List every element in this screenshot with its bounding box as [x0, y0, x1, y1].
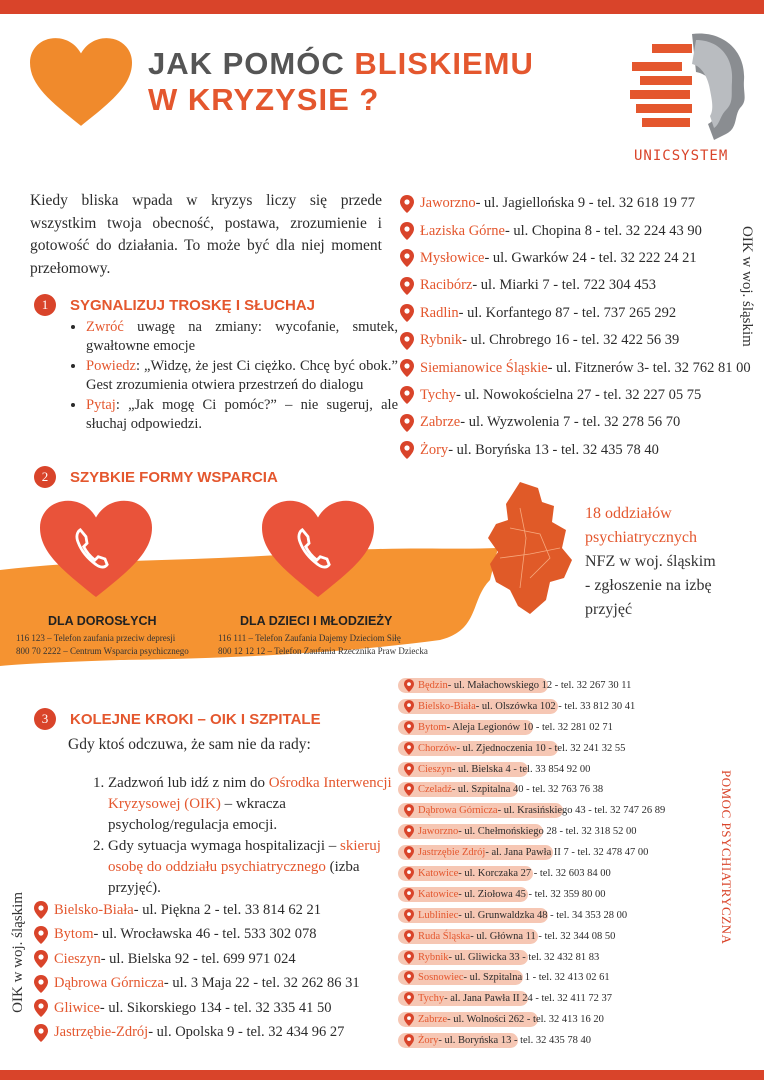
step-accent: skieruj osobę do oddziału psychiatrycznego: [108, 838, 381, 875]
map-caption-line: psychiatrycznych: [585, 529, 697, 546]
title-part-b: BLISKIEMU: [354, 46, 534, 81]
location-pin-icon: [404, 679, 414, 692]
list-item: [34, 972, 360, 997]
map-caption-line: przyjęć: [585, 601, 633, 618]
list-item: [34, 923, 360, 948]
list-item: [400, 272, 751, 299]
location-pin-icon: [34, 950, 48, 968]
section-title: SYGNALIZUJ TROSKĘ I SŁUCHAJ: [70, 296, 316, 314]
city-name: Sosnowiec: [418, 972, 464, 984]
city-name: Katowice: [418, 867, 459, 879]
step-text: (izba przyjęć).: [108, 859, 360, 896]
pin-wrap: [398, 951, 418, 964]
address-phone: - ul. Sikorskiego 134 - tel. 32 335 41 50: [99, 999, 332, 1016]
silesia-map-icon: [480, 478, 580, 618]
address-phone: - ul. Główna 11 - tel. 32 344 08 50: [470, 930, 616, 942]
list-item: [400, 409, 751, 436]
list-item: [34, 898, 360, 923]
hospitals-side-label: POMOC PSYCHIATRYCZNA: [719, 770, 734, 945]
step-text: Gdy sytuacja wymaga hospitalizacji –: [108, 838, 341, 854]
list-item: [34, 996, 360, 1021]
location-pin-icon: [404, 1013, 414, 1026]
bullet-text: uwagę na zmiany: wycofanie, smutek, gwałtowne emocje: [86, 319, 398, 354]
address-phone: - ul. Boryńska 13 - tel. 32 435 78 40: [438, 1035, 591, 1047]
oik-right-side-label: OIK w woj. śląskim: [739, 226, 755, 347]
address-phone: - ul. Wolności 262 - tel. 32 413 16 20: [447, 1014, 604, 1026]
address-phone: - ul. Szpitalna 1 - tel. 32 413 02 61: [463, 972, 610, 984]
location-pin-icon: [404, 783, 414, 796]
address-phone: - ul. Małachowskiego 12 - tel. 32 267 30 11: [447, 679, 632, 691]
list-item: [400, 300, 751, 327]
city-name: Dąbrowa Górnicza: [54, 975, 164, 992]
pin-wrap: [398, 763, 418, 776]
list-item: [398, 967, 665, 988]
oik-left-list: [34, 898, 360, 1045]
pin-wrap: [398, 700, 418, 713]
location-pin-icon: [404, 846, 414, 859]
city-name: Zabrze: [418, 1014, 448, 1026]
city-name: Żory: [420, 441, 449, 458]
location-pin-icon: [404, 888, 414, 901]
address-phone: - ul. Korczaka 27 - tel. 32 603 84 00: [458, 867, 611, 879]
location-pin-icon: [404, 825, 414, 838]
page-title: [148, 46, 534, 118]
adults-title: DLA DOROSŁYCH: [48, 614, 157, 628]
section-3-steps: [90, 773, 408, 899]
list-item: [108, 836, 408, 899]
intro-text: Kiedy bliska wpada w kryzys liczy się przede wszystkim twoja obecność, postawa, zrozumienie i gotowość do działania. To może być dla niej moment przełomowy.: [30, 192, 382, 277]
pin-wrap: [398, 971, 418, 984]
step-accent: Ośrodka Interwencji Kryzysowej (OIK): [108, 775, 392, 812]
address-phone: - ul. Ziołowa 45 - tel. 32 359 80 00: [458, 888, 606, 900]
brand-name: UNICSYSTEM: [634, 148, 729, 164]
title-part-a: JAK POMÓC: [148, 46, 355, 81]
list-item: [398, 821, 665, 842]
list-item: [400, 217, 751, 244]
city-name: Cieszyn: [54, 950, 101, 967]
pin-wrap: [398, 1034, 418, 1047]
location-pin-icon: [34, 901, 48, 919]
top-bar: [0, 0, 764, 14]
list-item: [398, 947, 665, 968]
address-phone: - ul. Chrobrego 16 - tel. 32 422 56 39: [462, 332, 680, 349]
oik-left-side-label: OIK w woj. śląskim: [10, 892, 26, 1013]
address-phone: - Aleja Legionów 10 - tel. 32 281 02 71: [446, 721, 613, 733]
list-item: [398, 800, 665, 821]
adults-phones: [16, 632, 189, 657]
location-pin-icon: [404, 763, 414, 776]
list-item: [398, 905, 665, 926]
city-name: Tychy: [418, 993, 445, 1005]
address-phone: - ul. Grunwaldzka 48 - tel. 34 353 28 00: [458, 909, 628, 921]
location-pin-icon: [404, 742, 414, 755]
city-name: Jaworzno: [420, 195, 476, 212]
city-name: Siemianowice Śląskie: [420, 359, 548, 376]
address-phone: - ul. Wrocławska 46 - tel. 533 302 078: [93, 926, 317, 943]
location-pin-icon: [400, 249, 414, 267]
city-name: Ruda Śląska: [418, 930, 471, 942]
location-pin-icon: [404, 909, 414, 922]
pin-wrap: [398, 679, 418, 692]
phone-heart-adults-icon: [40, 500, 152, 600]
list-item: [398, 779, 665, 800]
heart-icon: [30, 38, 132, 128]
list-item: [86, 357, 398, 395]
pin-wrap: [398, 846, 418, 859]
city-name: Rybnik: [420, 332, 463, 349]
section-1-heading: [34, 294, 315, 316]
city-name: Chorzów: [418, 742, 457, 754]
address-phone: - ul. Chopina 8 - tel. 32 224 43 90: [504, 222, 702, 239]
city-name: Tychy: [420, 386, 457, 403]
address-phone: - ul. Gwarków 24 - tel. 32 222 24 21: [484, 249, 697, 266]
list-item: [398, 675, 665, 696]
list-item: [108, 773, 408, 836]
list-item: [400, 382, 751, 409]
location-pin-icon: [34, 975, 48, 993]
kids-phones: [218, 632, 428, 657]
address-phone: - ul. Olszówka 102 - tel. 33 812 30 41: [475, 700, 636, 712]
address-phone: - ul. Miarki 7 - tel. 722 304 453: [472, 277, 656, 294]
section-1-bullets: [70, 318, 398, 435]
section-title: KOLEJNE KROKI – OIK I SZPITALE: [70, 710, 321, 728]
address-phone: - ul. Fitznerów 3- tel. 32 762 81 00: [547, 359, 751, 376]
address-phone: - al. Jana Pawła II 7 - tel. 32 478 47 00: [485, 847, 649, 859]
pin-wrap: [398, 825, 418, 838]
address-phone: - ul. Piękna 2 - tel. 33 814 62 21: [133, 901, 322, 918]
phone-heart-kids-icon: [262, 500, 374, 600]
bullet-key: Pytaj: [86, 397, 116, 413]
address-phone: - ul. Jagiellońska 9 - tel. 32 618 19 77: [475, 195, 696, 212]
list-item: [398, 926, 665, 947]
section-number: 2: [34, 466, 56, 488]
city-name: Bytom: [418, 721, 447, 733]
list-item: [400, 437, 751, 464]
city-name: Jaworzno: [418, 826, 459, 838]
city-name: Będzin: [418, 679, 448, 691]
city-name: Żory: [418, 1035, 439, 1047]
location-pin-icon: [400, 222, 414, 240]
list-item: [398, 863, 665, 884]
city-name: Bielsko-Biała: [54, 901, 134, 918]
oik-right-list: [400, 190, 751, 464]
step-text: Zadzwoń lub idź z nim do: [108, 775, 269, 791]
city-name: Racibórz: [420, 277, 473, 294]
city-name: Katowice: [418, 888, 459, 900]
section-3-heading: [34, 708, 321, 730]
pin-wrap: [398, 1013, 418, 1026]
list-item: [400, 327, 751, 354]
location-pin-icon: [404, 992, 414, 1005]
address-phone: - ul. Gliwicka 33 - tel. 32 432 81 83: [448, 951, 600, 963]
address-phone: - ul. Szpitalna 40 - tel. 32 763 76 38: [451, 784, 604, 796]
city-name: Rybnik: [418, 951, 449, 963]
list-item: [34, 1021, 360, 1046]
step-text: – wkracza psycholog/regulacja emocji.: [108, 796, 286, 833]
pin-wrap: [398, 909, 418, 922]
list-item: [400, 354, 751, 381]
address-phone: - ul. Korfantego 87 - tel. 737 265 292: [458, 304, 677, 321]
list-item: [398, 696, 665, 717]
kids-title: DLA DZIECI I MŁODZIEŻY: [240, 614, 393, 628]
pin-wrap: [398, 783, 418, 796]
pin-wrap: [398, 930, 418, 943]
bullet-key: Zwróć: [86, 319, 124, 335]
section-title: SZYBKIE FORMY WSPARCIA: [70, 468, 278, 486]
address-phone: - ul. Chełmońskiego 28 - tel. 32 318 52 00: [458, 826, 637, 838]
address-phone: - ul. Boryńska 13 - tel. 32 435 78 40: [448, 441, 659, 458]
city-name: Jastrzębie-Zdrój: [54, 1024, 149, 1041]
location-pin-icon: [404, 971, 414, 984]
city-name: Mysłowice: [420, 249, 485, 266]
city-name: Bytom: [54, 926, 94, 943]
bullet-text: : „Widzę, że jest Ci ciężko. Chcę być obok.” Gest zrozumienia otwiera przestrzeń do dialogu: [86, 358, 398, 393]
section-2-heading: [34, 466, 278, 488]
location-pin-icon: [34, 926, 48, 944]
hospital-list: [398, 675, 665, 1051]
section-3-lead: Gdy ktoś odczuwa, że sam nie da rady:: [68, 736, 311, 753]
city-name: Łaziska Górne: [420, 222, 505, 239]
address-phone: - ul. Krasińskiego 43 - tel. 32 747 26 89: [497, 805, 666, 817]
city-name: Lubliniec: [418, 909, 459, 921]
location-pin-icon: [404, 867, 414, 880]
location-pin-icon: [400, 277, 414, 295]
bullet-text: : „Jak mogę Ci pomóc?” – nie sugeruj, ale słuchaj odpowiedzi.: [86, 397, 398, 432]
list-item: [400, 190, 751, 217]
list-item: [34, 947, 360, 972]
list-item: [400, 245, 751, 272]
address-phone: - ul. Zjednoczenia 10 - tel. 32 241 32 55: [456, 742, 626, 754]
location-pin-icon: [404, 804, 414, 817]
pin-wrap: [398, 888, 418, 901]
title-line-2: W KRYZYSIE ?: [148, 82, 380, 117]
address-phone: - ul. Nowokościelna 27 - tel. 32 227 05 75: [456, 386, 702, 403]
phone-line: 800 70 2222 – Centrum Wsparcia psychicznego: [16, 645, 189, 656]
location-pin-icon: [400, 414, 414, 432]
pin-wrap: [398, 867, 418, 880]
bottom-bar: [0, 1070, 764, 1080]
address-phone: - ul. Opolska 9 - tel. 32 434 96 27: [148, 1024, 345, 1041]
location-pin-icon: [400, 359, 414, 377]
map-caption-line: - zgłoszenie na izbę: [585, 577, 712, 594]
city-name: Cieszyn: [418, 763, 452, 775]
city-name: Zabrze: [420, 414, 461, 431]
address-phone: - ul. Wyzwolenia 7 - tel. 32 278 56 70: [460, 414, 681, 431]
list-item: [398, 884, 665, 905]
location-pin-icon: [400, 386, 414, 404]
list-item: [398, 842, 665, 863]
location-pin-icon: [34, 1024, 48, 1042]
phone-line: 116 111 – Telefon Zaufania Dajemy Dzieciom Siłę: [218, 633, 401, 643]
map-caption-line: NFZ w woj. śląskim: [585, 553, 716, 570]
phone-line: 116 123 – Telefon zaufania przeciw depresji: [16, 633, 176, 643]
city-name: Dąbrowa Górnicza: [418, 805, 498, 817]
location-pin-icon: [404, 1034, 414, 1047]
city-name: Jastrzębie Zdrój: [418, 847, 486, 859]
map-caption-line: 18 oddziałów: [585, 505, 672, 522]
list-item: [398, 1030, 665, 1051]
section-number: 1: [34, 294, 56, 316]
location-pin-icon: [404, 700, 414, 713]
pin-wrap: [398, 804, 418, 817]
city-name: Czeladź: [418, 784, 452, 796]
location-pin-icon: [400, 441, 414, 459]
list-item: [86, 396, 398, 434]
city-name: Gliwice: [54, 999, 100, 1016]
location-pin-icon: [404, 721, 414, 734]
list-item: [398, 759, 665, 780]
address-phone: - al. Jana Pawła II 24 - tel. 32 411 72 37: [444, 993, 612, 1005]
phone-line: 800 12 12 12 – Telefon Zaufania Rzecznika Praw Dziecka: [218, 645, 428, 656]
location-pin-icon: [404, 951, 414, 964]
list-item: [398, 1009, 665, 1030]
list-item: [398, 717, 665, 738]
list-item: [398, 988, 665, 1009]
location-pin-icon: [404, 930, 414, 943]
section-number: 3: [34, 708, 56, 730]
bullet-key: Powiedz: [86, 358, 136, 374]
list-item: [86, 318, 398, 356]
address-phone: - ul. 3 Maja 22 - tel. 32 262 86 31: [163, 975, 360, 992]
pin-wrap: [398, 742, 418, 755]
location-pin-icon: [400, 332, 414, 350]
address-phone: - ul. Bielska 4 - tel. 33 854 92 00: [451, 763, 591, 775]
city-name: Bielsko-Biała: [418, 700, 476, 712]
pin-wrap: [398, 992, 418, 1005]
address-phone: - ul. Bielska 92 - tel. 699 971 024: [100, 950, 296, 967]
pin-wrap: [398, 721, 418, 734]
location-pin-icon: [34, 999, 48, 1017]
city-name: Radlin: [420, 304, 459, 321]
location-pin-icon: [400, 195, 414, 213]
map-caption: [585, 502, 716, 622]
list-item: [398, 738, 665, 759]
location-pin-icon: [400, 304, 414, 322]
